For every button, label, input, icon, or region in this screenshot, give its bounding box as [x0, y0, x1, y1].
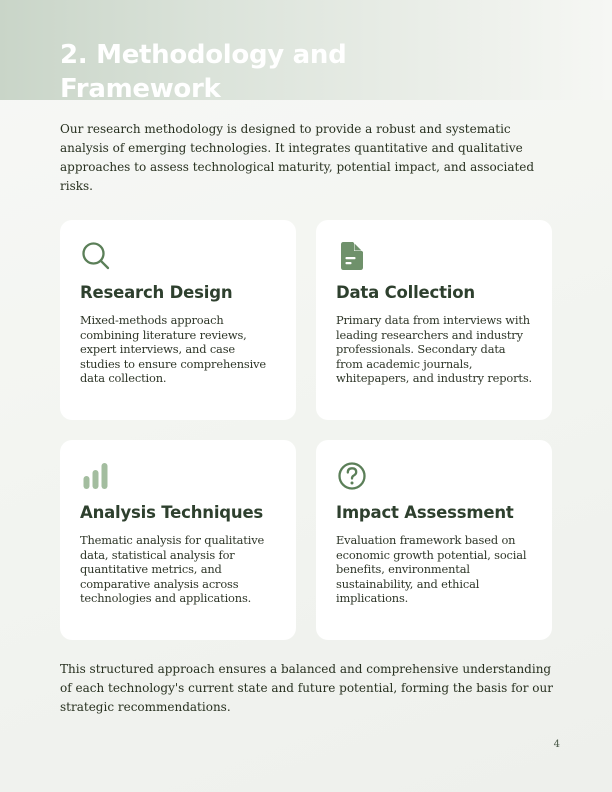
closing-paragraph: This structured approach ensures a balanced and comprehensive understanding of each technology's current state and future potential, forming the basis for our strategic recommendations. [60, 662, 553, 714]
card-title: Research Design [80, 283, 233, 302]
card-data-collection [316, 220, 552, 420]
card-title: Data Collection [336, 283, 475, 302]
card-title: Impact Assessment [336, 503, 514, 522]
page-title: 2. Methodology and Framework [60, 40, 347, 104]
card-analysis-techniques [60, 440, 296, 640]
card-research-design [60, 220, 296, 420]
card-text: Primary data from interviews with leading researchers and industry professionals. Secondary data from academic journals, whitepapers, and industry reports. [336, 313, 532, 385]
bar-chart-icon [80, 460, 112, 492]
question-circle-icon [336, 460, 368, 492]
document-icon [336, 240, 368, 272]
intro-paragraph: Our research methodology is designed to provide a robust and systematic analysis of emerging technologies. It integrates quantitative and qualitative approaches to assess technological maturity, potential impact, and associated risks. [60, 122, 535, 193]
card-impact-assessment [316, 440, 552, 640]
card-text: Thematic analysis for qualitative data, statistical analysis for quantitative metrics, and comparative analysis across technologies and applications. [80, 533, 265, 605]
search-icon [80, 240, 112, 272]
card-title: Analysis Techniques [80, 503, 264, 522]
card-text: Mixed-methods approach combining literature reviews, expert interviews, and case studies to ensure comprehensive data collection. [80, 313, 266, 385]
card-text: Evaluation framework based on economic growth potential, social benefits, environmental sustainability, and ethical implications. [336, 533, 527, 605]
page-number: 4 [553, 739, 560, 750]
